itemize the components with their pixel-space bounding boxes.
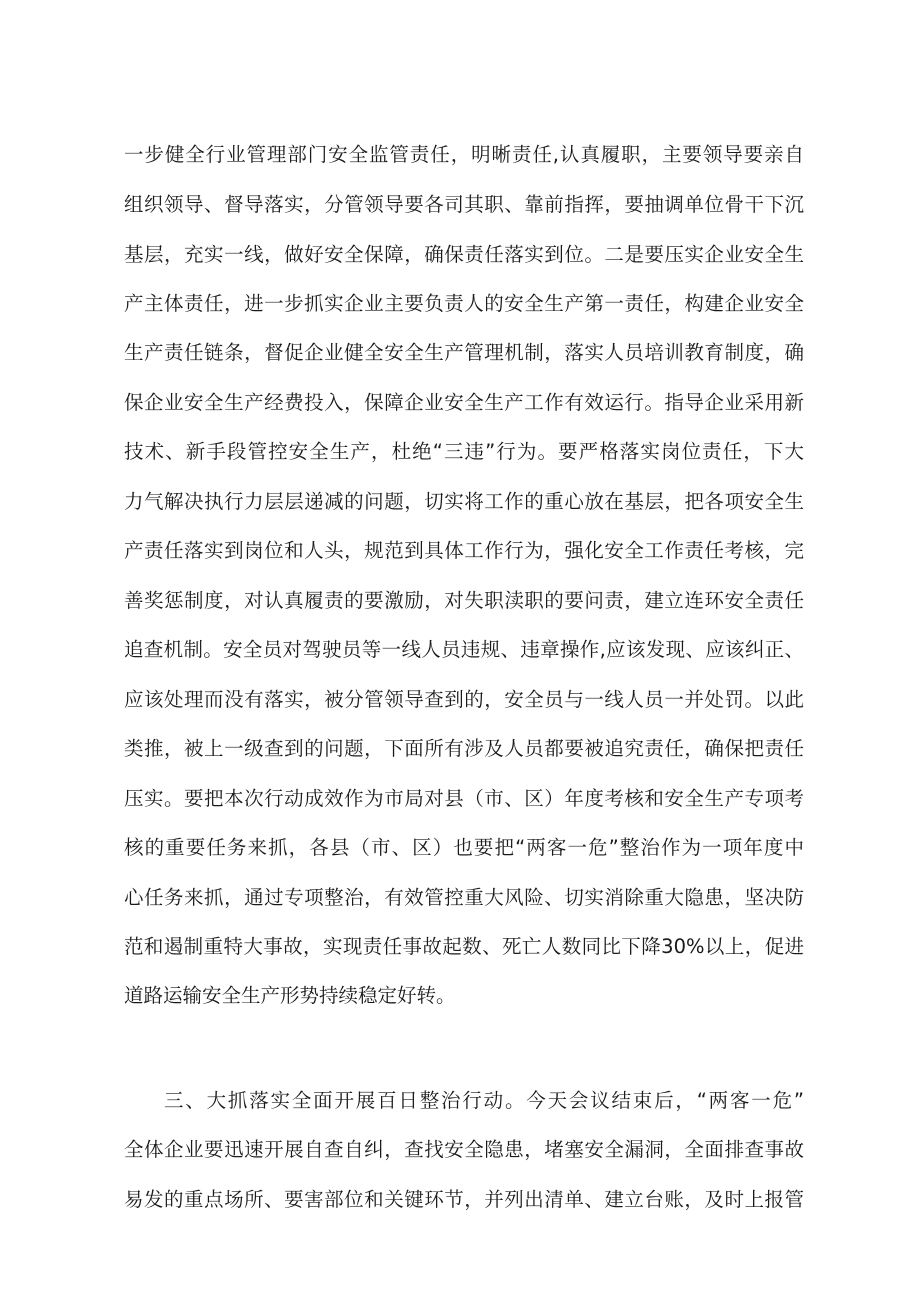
text-line: 应该处理而没有落实，被分管领导查到的，安全员与一线人员一并处罚。以此	[124, 688, 804, 711]
text-line: 三、大抓落实全面开展百日整治行动。今天会议结束后，“两客一危”	[164, 1089, 804, 1112]
text-line: 类推，被上一级查到的问题，下面所有涉及人员都要被追究责任，确保把责任	[124, 737, 804, 760]
text-line: 压实。要把本次行动成效作为市局对县（市、区）年度考核和安全生产专项考	[124, 787, 804, 810]
text-line: 核的重要任务来抓，各县（市、区）也要把“两客一危”整治作为一项年度中	[124, 836, 804, 859]
text-line: 一步健全行业管理部门安全监管责任，明晰责任,认真履职，主要领导要亲自	[124, 143, 804, 166]
text-line: 范和遏制重特大事故，实现责任事故起数、死亡人数同比下降30%以上，促进	[124, 935, 804, 958]
text-line: 追查机制。安全员对驾驶员等一线人员违规、违章操作,应该发现、应该纠正、	[124, 638, 804, 661]
text-line: 组织领导、督导落实，分管领导要各司其职、靠前指挥，要抽调单位骨干下沉	[124, 193, 804, 216]
text-line: 易发的重点场所、要害部位和关键环节，并列出清单、建立台账，及时上报管	[124, 1188, 804, 1211]
text-line: 全体企业要迅速开展自查自纠，查找安全隐患，堵塞安全漏洞，全面排查事故	[124, 1138, 804, 1161]
text-line: 技术、新手段管控安全生产，杜绝“三违”行为。要严格落实岗位责任，下大	[124, 440, 804, 463]
text-line: 心任务来抓，通过专项整治，有效管控重大风险、切实消除重大隐患，坚决防	[124, 886, 804, 909]
text-line: 产主体责任，进一步抓实企业主要负责人的安全生产第一责任，构建企业安全	[124, 292, 804, 315]
text-line: 道路运输安全生产形势持续稳定好转。	[124, 984, 456, 1007]
text-line: 保企业安全生产经费投入，保障企业安全生产工作有效运行。指导企业采用新	[124, 391, 804, 414]
text-line: 力气解决执行力层层递减的问题，切实将工作的重心放在基层，把各项安全生	[124, 490, 804, 513]
text-line: 产责任落实到岗位和人头，规范到具体工作行为，强化安全工作责任考核，完	[124, 539, 804, 562]
text-line: 基层，充实一线，做好安全保障，确保责任落实到位。二是要压实企业安全生	[124, 243, 804, 266]
text-line: 善奖惩制度，对认真履责的要激励，对失职渎职的要问责，建立连环安全责任	[124, 589, 804, 612]
text-line: 生产责任链条，督促企业健全安全生产管理机制，落实人员培训教育制度，确	[124, 341, 804, 364]
